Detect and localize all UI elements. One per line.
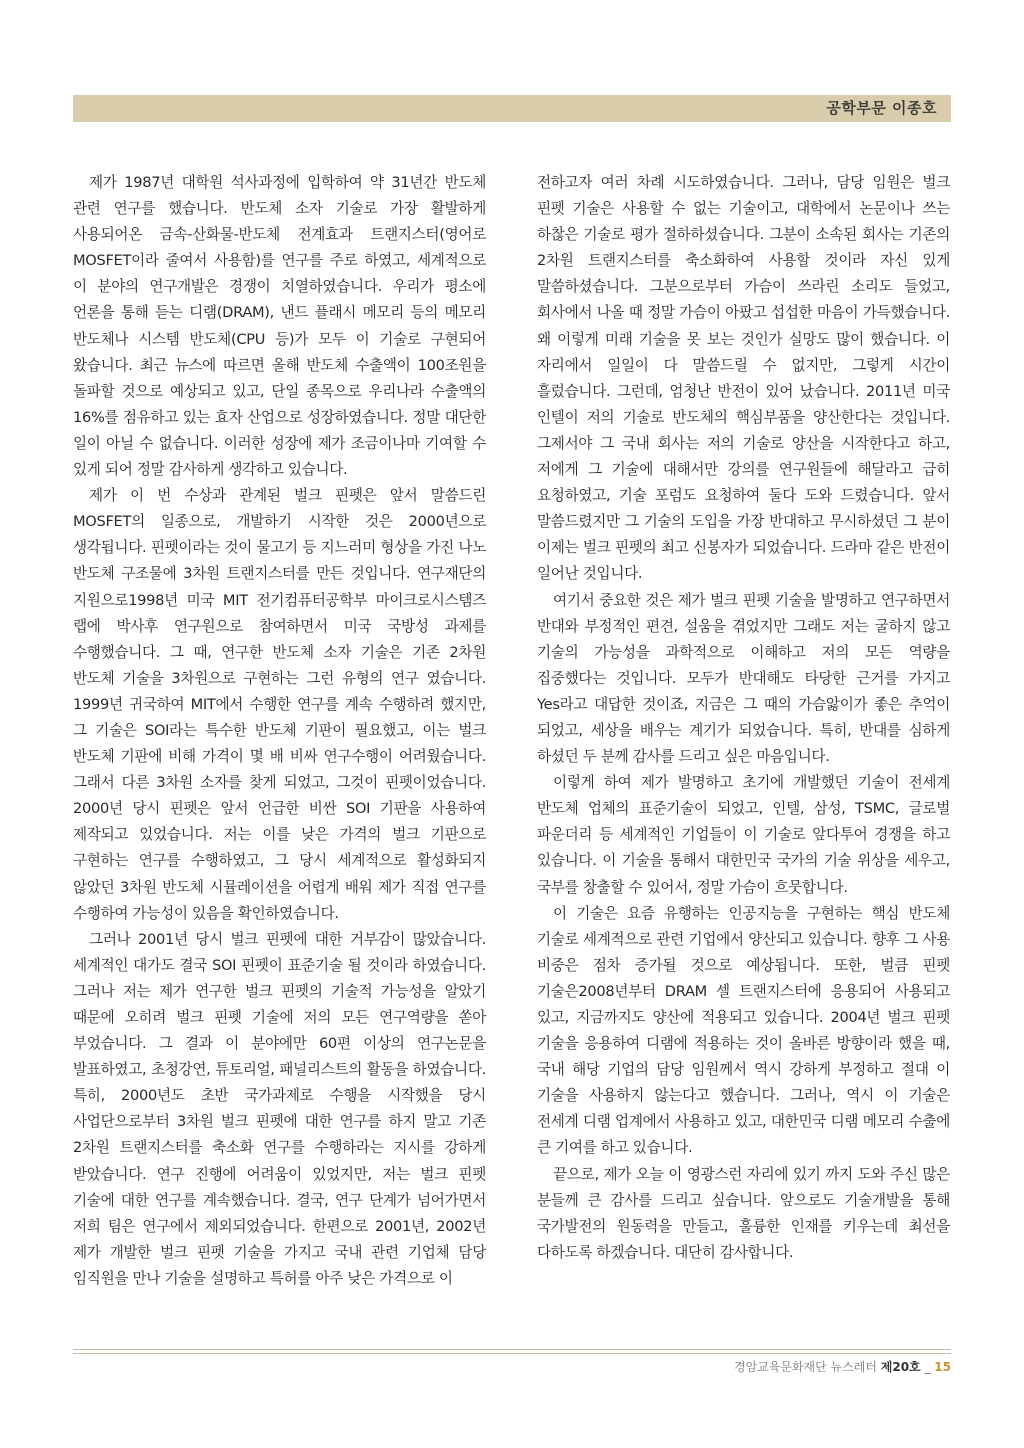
article-column-left [73, 170, 486, 1292]
article-paragraph: 제가 이 번 수상과 관계된 벌크 핀펫은 앞서 말씀드린 MOSFET의 일종으로, 개발하기 시작한 것은 2000년으로 생각됩니다. 핀펫이라는 것이 물고기 등 지느러미 형상을 가진 나노 반도체 구조물에 3차원 트랜지스터를 만든 것입니다. 연구재단의 지원으로1998년 미국 MIT 전기컴퓨터공학부 마이크로시스템즈 랩에 박사후 연구원으로 참여하면서 미국 국방성 과제를 수행했습니다. 그 때, 연구한 반도체 소자 기술은 기존 2차원 반도체 기술을 3차원으로 구현하는 그런 유형의 연구 였습니다. 1999년 귀국하여 MIT에서 수행한 연구를 계속 수행하려 했지만, 그 기술은 SOI라는 특수한 반도체 기판이 필요했고, 이는 벌크 반도체 기판에 비해 가격이 몇 배 비싸 연구수행이 어려웠습니다. 그래서 다른 3차원 소자를 찾게 되었고, 그것이 핀펫이었습니다. 2000년 당시 핀펫은 앞서 언급한 비싼 SOI 기판을 사용하여 제작되고 있었습니다. 저는 이를 낮은 가격의 벌크 기판으로 구현하는 연구를 수행하였고, 그 당시 세계적으로 활성화되지 않았던 3차원 반도체 시뮬레이션을 어렵게 배워 제가 직접 연구를 수행하여 가능성이 있음을 확인하였습니다. [73, 487, 486, 922]
footer-divider [73, 1353, 951, 1354]
article-paragraph: 제가 1987년 대학원 석사과정에 입학하여 약 31년간 반도체 관련 연구를 했습니다. 반도체 소자 기술로 가장 활발하게 사용되어온 금속-산화물-반도체 전계효과 트랜지스터(영어로 MOSFET이라 줄여서 사용함)를 연구를 주로 하였고, 세계적으로 이 분야의 연구개발은 경쟁이 치열하였습니다. 우리가 평소에 언론을 통해 듣는 디램(DRAM), 낸드 플래시 메모리 등의 메모리 반도체나 시스템 반도체(CPU 등)가 모두 이 기술로 구현되어 왔습니다. 최근 뉴스에 따르면 올해 반도체 수출액이 100조원을 돌파할 것으로 예상되고 있고, 단일 종목으로 우리나라 수출액의 16%를 점유하고 있는 효자 산업으로 성장하였습니다. 정말 대단한 일이 아닐 수 없습니다. 이러한 성장에 제가 조금이나마 기여할 수 있게 되어 정말 감사하게 생각하고 있습니다. [73, 174, 486, 479]
article-paragraph: 이 기술은 요즘 유행하는 인공지능을 구현하는 핵심 반도체 기술로 세계적으로 관련 기업에서 양산되고 있습니다. 향후 그 사용 비중은 점차 증가될 것으로 예상됩니다. 또한, 벌큼 핀펫 기술은2008년부터 DRAM 셀 트랜지스터에 응용되어 사용되고 있고, 지금까지도 양산에 적용되고 있습니다. 2004년 벌크 핀펫 기술을 응용하여 디램에 적용하는 것이 올바른 방향이라 했을 때, 국내 해당 기업의 담당 임원께서 역시 강하게 부정하고 절대 이 기술을 사용하지 않는다고 했습니다. 그러나, 역시 이 기술은 전세계 디램 업계에서 사용하고 있고, 대한민국 디램 메모리 수출에 큰 기여를 하고 있습니다. [537, 904, 950, 1157]
footer-issue: 제20호 [880, 1360, 921, 1374]
page-footer [734, 1357, 951, 1377]
section-header-band [73, 95, 951, 122]
article-paragraph: 전하고자 여러 차례 시도하였습니다. 그러나, 담당 임원은 벌크 핀펫 기술은 사용할 수 없는 기술이고, 대학에서 논문이나 쓰는 하찮은 기술로 평가 절하하셨습니다. 그분이 소속된 회사는 기존의 2차원 트랜지스터를 축소화하여 사용할 것이라 자신 있게 말씀하셨습니다. 그분으로부터 가슴이 쓰라린 소리도 들었고, 회사에서 나올 때 정말 가슴이 아팠고 섭섭한 마음이 가득했습니다. 왜 이렇게 미래 기술을 못 보는 것인가 실망도 많이 했습니다. 이 자리에서 일일이 다 말씀드릴 수 없지만, 그렇게 시간이 흘렀습니다. 그런데, 엄청난 반전이 있어 났습니다. 2011년 미국 인텔이 저의 기술로 반도체의 핵심부품을 양산한다는 것입니다. 그제서야 그 국내 회사는 저의 기술로 양산을 시작한다고 하고, 저에게 그 기술에 대해서만 강의를 연구원들에 해달라고 급히 요청하였고, 기술 포럼도 요청하여 둘다 도와 드렸습니다. 앞서 말씀드렸지만 그 기술의 도입을 가장 반대하고 무시하셨던 그 분이 이제는 벌크 핀펫의 최고 신봉자가 되었습니다. 드라마 같은 반전이 일어난 것입니다. [537, 174, 950, 583]
page-number: 15 [934, 1360, 951, 1374]
section-header-title: 공학부문 이종호 [826, 99, 937, 117]
footer-divider [73, 1349, 951, 1350]
article-paragraph: 그러나 2001년 당시 벌크 핀펫에 대한 거부감이 많았습니다. 세계적인 대가도 결국 SOI 핀펫이 표준기술 될 것이라 하였습니다. 그러나 저는 제가 연구한 벌크 핀펫의 기술적 가능성을 알았기 때문에 오히려 벌크 핀펫 기술에 저의 모든 연구역량을 쏟아 부었습니다. 그 결과 이 분야에만 60편 이상의 연구논문을 발표하였고, 초청강연, 튜토리얼, 패널리스트의 활동을 하였습니다. 특히, 2000년도 초반 국가과제로 수행을 시작했을 당시 사업단으로부터 3차원 벌크 핀펫에 대한 연구를 하지 말고 기존 2차원 트랜지스터를 축소화 연구를 수행하라는 지시를 강하게 받았습니다. 연구 진행에 어려움이 있었지만, 저는 벌크 핀펫 기술에 대한 연구를 계속했습니다. 결국, 연구 단계가 넘어가면서 저희 팀은 연구에서 제외되었습니다. 한편으로 2001년, 2002년 제가 개발한 벌크 핀펫 기술을 가지고 국내 관련 기업체 담당 임직원을 만나 기술을 설명하고 특허를 아주 낮은 가격으로 이 [73, 930, 486, 1287]
article-paragraph: 여기서 중요한 것은 제가 벌크 핀펫 기술을 발명하고 연구하면서 반대와 부정적인 편견, 설움을 겪었지만 그래도 저는 굴하지 않고 기술의 가능성을 과학적으로 이해하고 저의 모든 역량을 집중했다는 것입니다. 모두가 반대해도 타당한 근거를 가지고 Yes라고 대답한 것이죠, 지금은 그 때의 가슴앓이가 좋은 추억이 되었고, 세상을 배우는 계기가 되었습니다. 특히, 반대를 심하게 하셨던 두 분께 감사를 드리고 싶은 마음입니다. [537, 591, 950, 766]
article-paragraph: 이렇게 하여 제가 발명하고 초기에 개발했던 기술이 전세계 반도체 업체의 표준기술이 되었고, 인텔, 삼성, TSMC, 글로벌 파운더리 등 세계적인 기업들이 이 기술로 앞다투어 경쟁을 하고 있습니다. 이 기술을 통해서 대한민국 국가의 기술 위상을 세우고, 국부를 창출할 수 있어서, 정말 가슴이 흐뭇합니다. [537, 774, 950, 896]
footer-separator: _ [924, 1360, 931, 1374]
article-paragraph: 끝으로, 제가 오늘 이 영광스런 자리에 있기 까지 도와 주신 많은 분들께 큰 감사를 드리고 싶습니다. 앞으로도 기술개발을 통해 국가발전의 원동력을 만들고, 훌륭한 인재를 키우는데 최선을 다하도록 하겠습니다. 대단히 감사합니다. [537, 1165, 950, 1261]
article-column-right [537, 170, 950, 1266]
footer-publication: 경암교육문화재단 뉴스레터 [734, 1360, 877, 1374]
